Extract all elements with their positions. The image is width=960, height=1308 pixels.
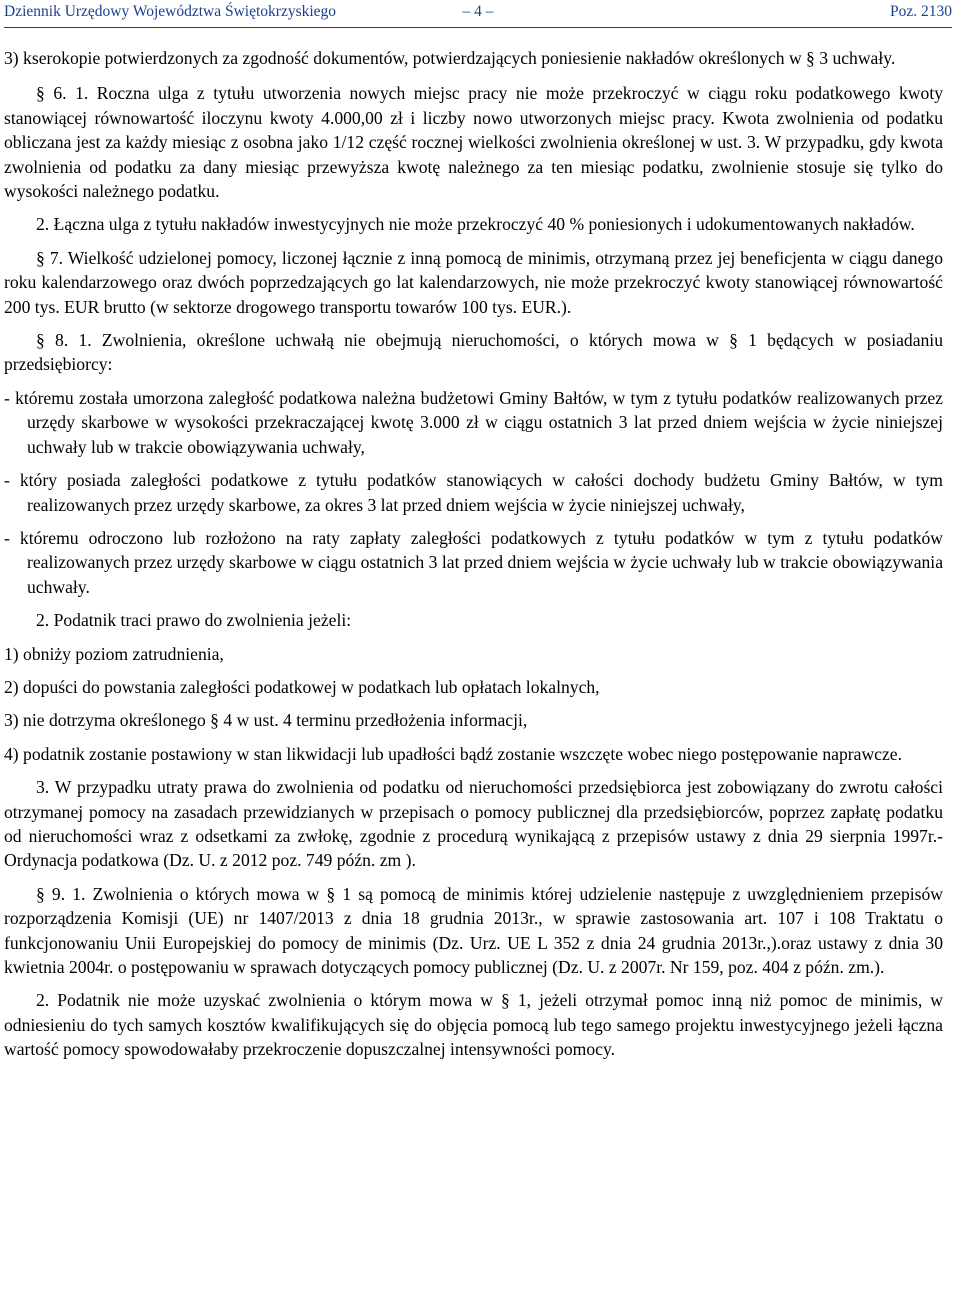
- numbered-item-1: 1) obniży poziom zatrudnienia,: [4, 643, 224, 664]
- paragraph-item-3: 3) kserokopie potwierdzonych za zgodność dokumentów, potwierdzających poniesienie nakładów określonych w § 3 uchwały.: [4, 48, 896, 68]
- page-number: – 4 –: [462, 3, 494, 20]
- paragraph-section-6-2: 2. Łączna ulga z tytułu nakładów inwestycyjnych nie może przekroczyć 40 % poniesionych i udokumentowanych nakładów.: [36, 214, 915, 235]
- paragraph-section-7: § 7. Wielkość udzielonej pomocy, liczonej łącznie z inną pomocą de minimis, otrzymaną przez jej beneficjenta w ciągu danego roku kalendarzowego oraz dwóch poprzedzających go lat kalendarzowych, nie może przekroczyć kwoty stanowiącej równowartość 200 tys. EUR brutto (w sektorze drogowego transportu towarów 100 tys. EUR.).: [4, 247, 943, 317]
- dash-item-3: - któremu odroczono lub rozłożono na raty zapłaty zaległości podatkowych z tytułu podatków w tym z tytułu podatków realizowanych przez urzędy skarbowe w ciągu ostatnich 3 lat przed dniem wejścia w życie uchwały lub w trakcie obowiązywania uchwały.: [4, 527, 943, 597]
- header-rule: [4, 27, 952, 28]
- numbered-item-2: 2) dopuści do powstania zaległości podatkowej w podatkach lub opłatach lokalnych,: [4, 676, 600, 697]
- paragraph-section-8-3: 3. W przypadku utraty prawa do zwolnienia od podatku od nieruchomości przedsiębiorca jest zobowiązany do zwrotu całości otrzymanej pomocy na zasadach przewidzianych w przepisach o pomocy publicznej dla przedsiębiorców, poprzez zapłatę podatku od nieruchomości wraz z odsetkami za zwłokę, zgodnie z procedurą wynikającą z przepisów ustawy z dnia 29 sierpnia 1997r.- Ordynacja podatkowa (Dz. U. z 2012 poz. 749 późn. zm ).: [4, 777, 943, 871]
- numbered-item-3: 3) nie dotrzyma określonego § 4 w ust. 4 terminu przedłożenia informacji,: [4, 710, 528, 731]
- paragraph-section-6-1: § 6. 1. Roczna ulga z tytułu utworzenia nowych miejsc pracy nie może przekroczyć w ciągu roku podatkowego kwoty stanowiącej równowartość iloczynu kwoty 4.000,00 zł i liczby nowo utworzonych miejsc pracy. Kwota zwolnienia od podatku obliczana jest za każdy miesiąc z osobna jako 1/12 część rocznej wielkości zwolnienia określonej w ust. 3. W przypadku, gdy kwota zwolnienia od podatku za dany miesiąc przewyższa kwotę należnego za ten miesiąc podatku, zwolnienie stosuje się tylko do wysokości należnego podatku.: [4, 83, 943, 202]
- paragraph-section-9-1: § 9. 1. Zwolnienia o których mowa w § 1 są pomocą de minimis której udzielenie następuje z uwzględnieniem przepisów rozporządzenia Komisji (UE) nr 1407/2013 z dnia 18 grudnia 2013r., w sprawie zastosowania art. 107 i 108 Traktatu o funkcjonowaniu Unii Europejskiej do pomocy de minimis (Dz. Urz. UE L 352 z dnia 24 grudnia 2013r.,).oraz ustawy z dnia 30 kwietnia 2004r. o postępowaniu w sprawach dotyczących pomocy publicznej (Dz. U. z 2007r. Nr 159, poz. 404 z późn. zm.).: [4, 883, 943, 977]
- dash-item-1: - któremu została umorzona zaległość podatkowa należna budżetowi Gminy Bałtów, w tym z tytułu podatków realizowanych przez urzędy skarbowe w wysokości przekraczającej kwotę 3.000 zł w ciągu ostatnich 3 lat przed dniem wejścia w życie niniejszej uchwały lub w trakcie obowiązywania uchwały,: [4, 387, 943, 457]
- journal-title: Dziennik Urzędowy Województwa Świętokrzyskiego: [4, 3, 337, 20]
- page-header: [4, 0, 952, 28]
- document-body: [4, 46, 943, 1062]
- position-number: Poz. 2130: [890, 3, 952, 20]
- dash-item-2: - który posiada zaległości podatkowe z tytułu podatków stanowiących w całości dochody budżetu Gminy Bałtów, w tym realizowanych przez urzędy skarbowe, za okres 3 lat przed dniem wejścia w życie niniejszej uchwały,: [4, 470, 943, 515]
- paragraph-section-8-2: 2. Podatnik traci prawo do zwolnienia jeżeli:: [36, 610, 352, 631]
- paragraph-section-9-2: 2. Podatnik nie może uzyskać zwolnienia o którym mowa w § 1, jeżeli otrzymał pomoc inną niż pomoc de minimis, w odniesieniu do tych samych kosztów kwalifikujących się do objęcia pomocą lub tego samego projektu inwestycyjnego jeżeli łączna wartość pomocy spowodowałaby przekroczenie dopuszczalnej intensywności pomocy.: [4, 990, 943, 1060]
- paragraph-section-8-1: § 8. 1. Zwolnienia, określone uchwałą nie obejmują nieruchomości, o których mowa w § 1 będących w posiadaniu przedsiębiorcy:: [4, 330, 943, 375]
- numbered-item-4: 4) podatnik zostanie postawiony w stan likwidacji lub upadłości bądź zostanie wszczęte wobec niego postępowanie naprawcze.: [4, 743, 902, 764]
